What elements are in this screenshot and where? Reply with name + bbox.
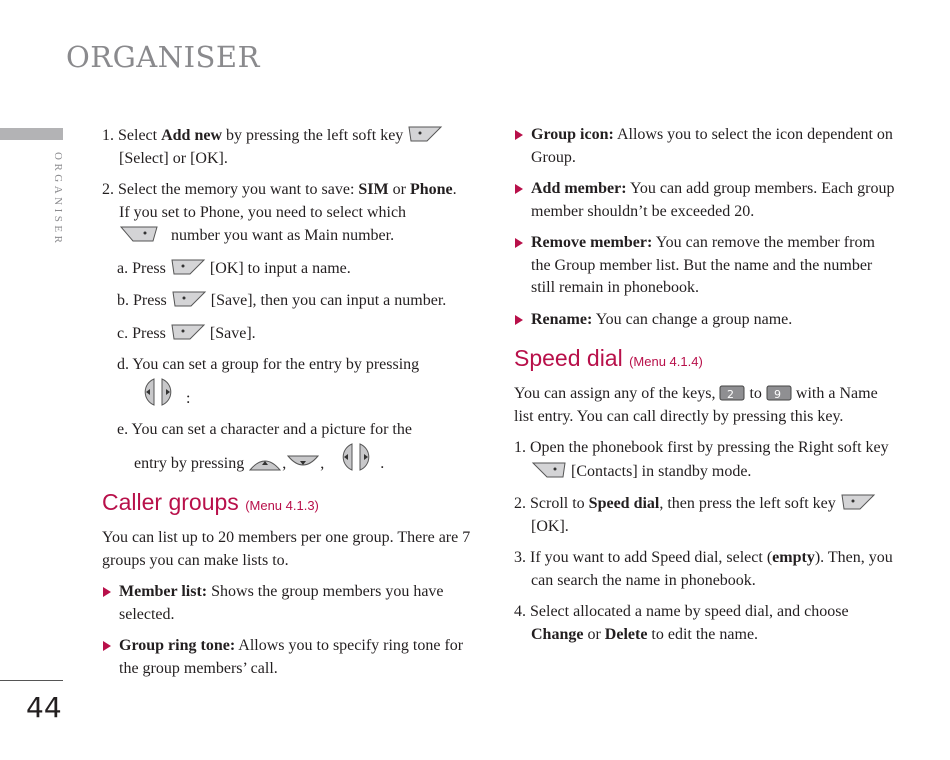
remove-member-item: Remove member: You can remove the member from the Group member list. But the name and the number still remain in phonebook. (514, 232, 898, 300)
bullet-triangle-icon (515, 315, 523, 325)
bullet-triangle-icon (515, 238, 523, 248)
nav-up-key-icon (248, 454, 282, 472)
right-column (514, 124, 898, 655)
step-2e: e. You can set a character and a picture for the entry by pressing , , . (117, 421, 412, 472)
footer-rule (0, 680, 63, 681)
nav-down-key-icon (286, 454, 320, 472)
left-soft-key-icon (171, 289, 207, 309)
group-icon-item: Group icon: Allows you to select the icon dependent on Group. (514, 124, 898, 169)
step-2c: c. Press [Save]. (102, 322, 478, 346)
step-1: 1. Select Add new by pressing the left soft key [Select] or [OK]. (102, 124, 478, 170)
nav-left-right-keys-icon (134, 377, 182, 407)
page-header-title: ORGANISER (66, 40, 260, 74)
left-column (102, 124, 478, 689)
right-soft-key-icon (119, 224, 159, 244)
caller-groups-intro: You can list up to 20 members per one group. There are 7 groups you can make lists to. (102, 529, 471, 569)
key-9-label: 9 (773, 388, 781, 401)
speed-dial-step-1: 1. Open the phonebook first by pressing the Right soft key [Contacts] in standby mode. (514, 439, 889, 480)
key-2-label: 2 (727, 388, 735, 401)
key-9-icon (766, 384, 792, 402)
step-2a: a. Press [OK] to input a name. (102, 257, 478, 281)
member-list-item: Member list: Shows the group members you have selected. (102, 581, 478, 626)
step-2: 2. Select the memory you want to save: SIM or Phone. If you set to Phone, you need to select which number you want as Main number. (102, 181, 457, 244)
nav-left-right-keys-icon (332, 442, 380, 472)
left-soft-key-icon (840, 492, 876, 512)
bullet-triangle-icon (103, 641, 111, 651)
caller-groups-heading: Caller groups (Menu 4.1.3) (102, 489, 319, 515)
left-soft-key-icon (407, 124, 443, 144)
section-side-label: ORGANISER (52, 152, 64, 247)
bullet-triangle-icon (515, 184, 523, 194)
left-soft-key-icon (170, 322, 206, 342)
step-2d: d. You can set a group for the entry by pressing : (117, 356, 420, 407)
speed-dial-step-4: 4. Select allocated a name by speed dial, and choose Change or Delete to edit the name. (514, 603, 849, 643)
section-tab-bar (0, 128, 63, 140)
speed-dial-step-2: 2. Scroll to Speed dial, then press the left soft key [OK]. (514, 492, 898, 538)
page-number: 44 (26, 691, 62, 724)
left-soft-key-icon (170, 257, 206, 277)
speed-dial-heading: Speed dial (Menu 4.1.4) (514, 345, 703, 371)
group-ring-tone-item: Group ring tone: Allows you to specify ring tone for the group members’ call. (102, 635, 478, 680)
speed-dial-intro: You can assign any of the keys, 2 to 9 with a Name list entry. You can call directly by pressing this key. (514, 385, 878, 425)
speed-dial-step-3: 3. If you want to add Speed dial, select (empty). Then, you can search the name in phonebook. (514, 549, 893, 589)
add-member-item: Add member: You can add group members. Each group member shouldn’t be exceeded 20. (514, 178, 898, 223)
bullet-triangle-icon (103, 587, 111, 597)
key-2-icon (719, 384, 745, 402)
right-soft-key-icon (531, 460, 567, 480)
bullet-triangle-icon (515, 130, 523, 140)
rename-item: Rename: You can change a group name. (514, 309, 898, 332)
step-2b: b. Press [Save], then you can input a number. (102, 289, 478, 313)
